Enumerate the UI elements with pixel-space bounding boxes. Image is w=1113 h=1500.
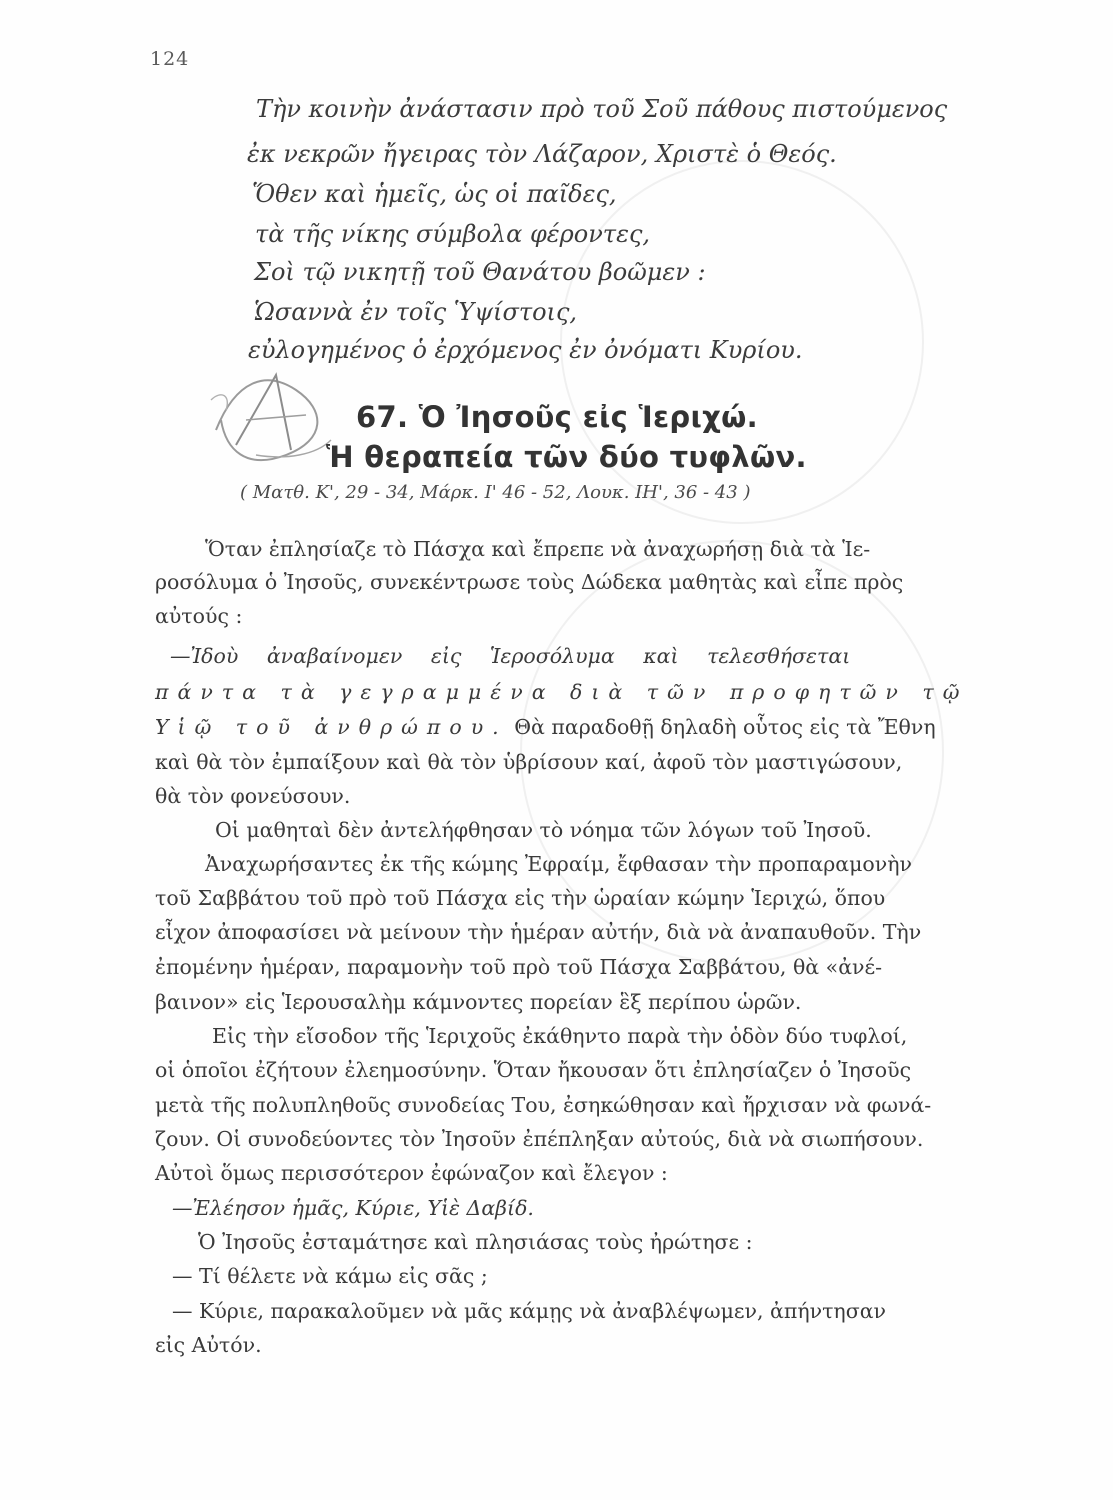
text-line: Ὅταν ἐπλησίαζε τὸ Πάσχα καὶ ἔπρεπε νὰ ἀναχωρήσῃ διὰ τὰ Ἱε-: [205, 537, 871, 561]
text-line: Ἀναχωρήσαντες ἐκ τῆς κώμης Ἐφραίμ, ἔφθασαν τὴν προπαραμονὴν: [205, 852, 912, 876]
text-line: ἐπομένην ἡμέραν, παραμονὴν τοῦ πρὸ τοῦ Πάσχα Σαββάτου, θὰ «ἀνέ-: [155, 955, 883, 979]
handwritten-mark-icon: [196, 360, 336, 470]
spaced-quote-segment: Υἱῷ τοῦ ἀνθρώπου.: [155, 715, 508, 739]
text-line: μετὰ τῆς πολυπληθοῦς συνοδείας Του, ἐσηκώθησαν καὶ ἤρχισαν νὰ φωνά-: [155, 1093, 932, 1117]
section-title: 67. Ὁ Ἰησοῦς εἰς Ἱεριχώ.: [356, 400, 758, 434]
hymn-line: Σοὶ τῷ νικητῇ τοῦ Θανάτου βοῶμεν :: [254, 258, 706, 286]
hymn-line: Ὡσαννὰ ἐν τοῖς Ὑψίστοις,: [254, 298, 578, 326]
page-number: 124: [150, 48, 190, 70]
hymn-line: ἐκ νεκρῶν ἤγειρας τὸν Λάζαρον, Χριστὲ ὁ Θεός.: [247, 140, 837, 168]
text-line: εἶχον ἀποφασίσει νὰ μείνουν τὴν ἡμέραν αὐτήν, διὰ νὰ ἀναπαυθοῦν. Τὴν: [155, 920, 922, 944]
text-line: τοῦ Σαββάτου τοῦ πρὸ τοῦ Πάσχα εἰς τὴν ὡραίαν κώμην Ἱεριχώ, ὅπου: [155, 886, 886, 910]
text-line: Ὁ Ἰησοῦς ἐσταμάτησε καὶ πλησιάσας τοὺς ἠρώτησε :: [198, 1230, 753, 1254]
text-line: αὐτούς :: [155, 604, 243, 628]
text-line: καὶ θὰ τὸν ἐμπαίξουν καὶ θὰ τὸν ὑβρίσουν καί, ἀφοῦ τὸν μαστιγώσουν,: [155, 750, 903, 774]
text-line: ροσόλυμα ὁ Ἰησοῦς, συνεκέντρωσε τοὺς Δώδεκα μαθητὰς καὶ εἶπε πρὸς: [155, 570, 904, 594]
text-line: ζουν. Οἱ συνοδεύοντες τὸν Ἰησοῦν ἐπέπληξαν αὐτούς, διὰ νὰ σιωπήσουν.: [155, 1127, 924, 1151]
text-line: — Κύριε, παρακαλοῦμεν νὰ μᾶς κάμῃς νὰ ἀναβλέψωμεν, ἀπήντησαν: [172, 1299, 887, 1323]
text-line: Αὐτοὶ ὅμως περισσότερον ἐφώναζον καὶ ἔλεγον :: [155, 1161, 668, 1185]
text-line: [155, 715, 936, 739]
hymn-line: τὰ τῆς νίκης σύμβολα φέροντες,: [255, 220, 651, 248]
text-line: — Τί θέλετε νὰ κάμω εἰς σᾶς ;: [172, 1264, 488, 1288]
text-line: οἱ ὁποῖοι ἐζήτουν ἐλεημοσύνην. Ὅταν ἤκουσαν ὅτι ἐπλησίαζεν ὁ Ἰησοῦς: [155, 1058, 912, 1082]
text-line: εἰς Αὐτόν.: [155, 1333, 262, 1357]
quote-line: —Ἐλέησον ἡμᾶς, Κύριε, Υἱὲ Δαβίδ.: [172, 1196, 534, 1220]
text-segment: Θὰ παραδοθῇ δηλαδὴ οὗτος εἰς τὰ Ἔθνη: [514, 715, 936, 739]
hymn-line: εὐλογημένος ὁ ἐρχόμενος ἐν ὀνόματι Κυρίου.: [248, 336, 803, 364]
section-subtitle: Ἡ θεραπεία τῶν δύο τυφλῶν.: [326, 440, 807, 474]
hymn-line: Ὅθεν καὶ ἡμεῖς, ὡς οἱ παῖδες,: [252, 180, 617, 208]
spaced-quote-line: πάντα τὰ γεγραμμένα διὰ τῶν προφητῶν τῷ: [155, 680, 969, 704]
quote-line: —Ἰδοὺ ἀναβαίνομεν εἰς Ἱεροσόλυμα καὶ τελεσθήσεται: [170, 644, 851, 668]
text-line: Εἰς τὴν εἴσοδον τῆς Ἱεριχοῦς ἐκάθηντο παρὰ τὴν ὁδὸν δύο τυφλοί,: [212, 1024, 908, 1048]
text-line: θὰ τὸν φονεύσουν.: [155, 784, 351, 808]
scripture-references: ( Ματθ. Κ', 29 - 34, Μάρκ. Ι' 46 - 52, Λουκ. ΙΗ', 36 - 43 ): [240, 482, 751, 503]
text-line: βαινον» εἰς Ἱερουσαλὴμ κάμνοντες πορείαν ἓξ περίπου ὡρῶν.: [155, 990, 802, 1014]
hymn-line: Τὴν κοινὴν ἀνάστασιν πρὸ τοῦ Σοῦ πάθους πιστούμενος: [256, 95, 948, 123]
text-line: Οἱ μαθηταὶ δὲν ἀντελήφθησαν τὸ νόημα τῶν λόγων τοῦ Ἰησοῦ.: [215, 818, 872, 842]
